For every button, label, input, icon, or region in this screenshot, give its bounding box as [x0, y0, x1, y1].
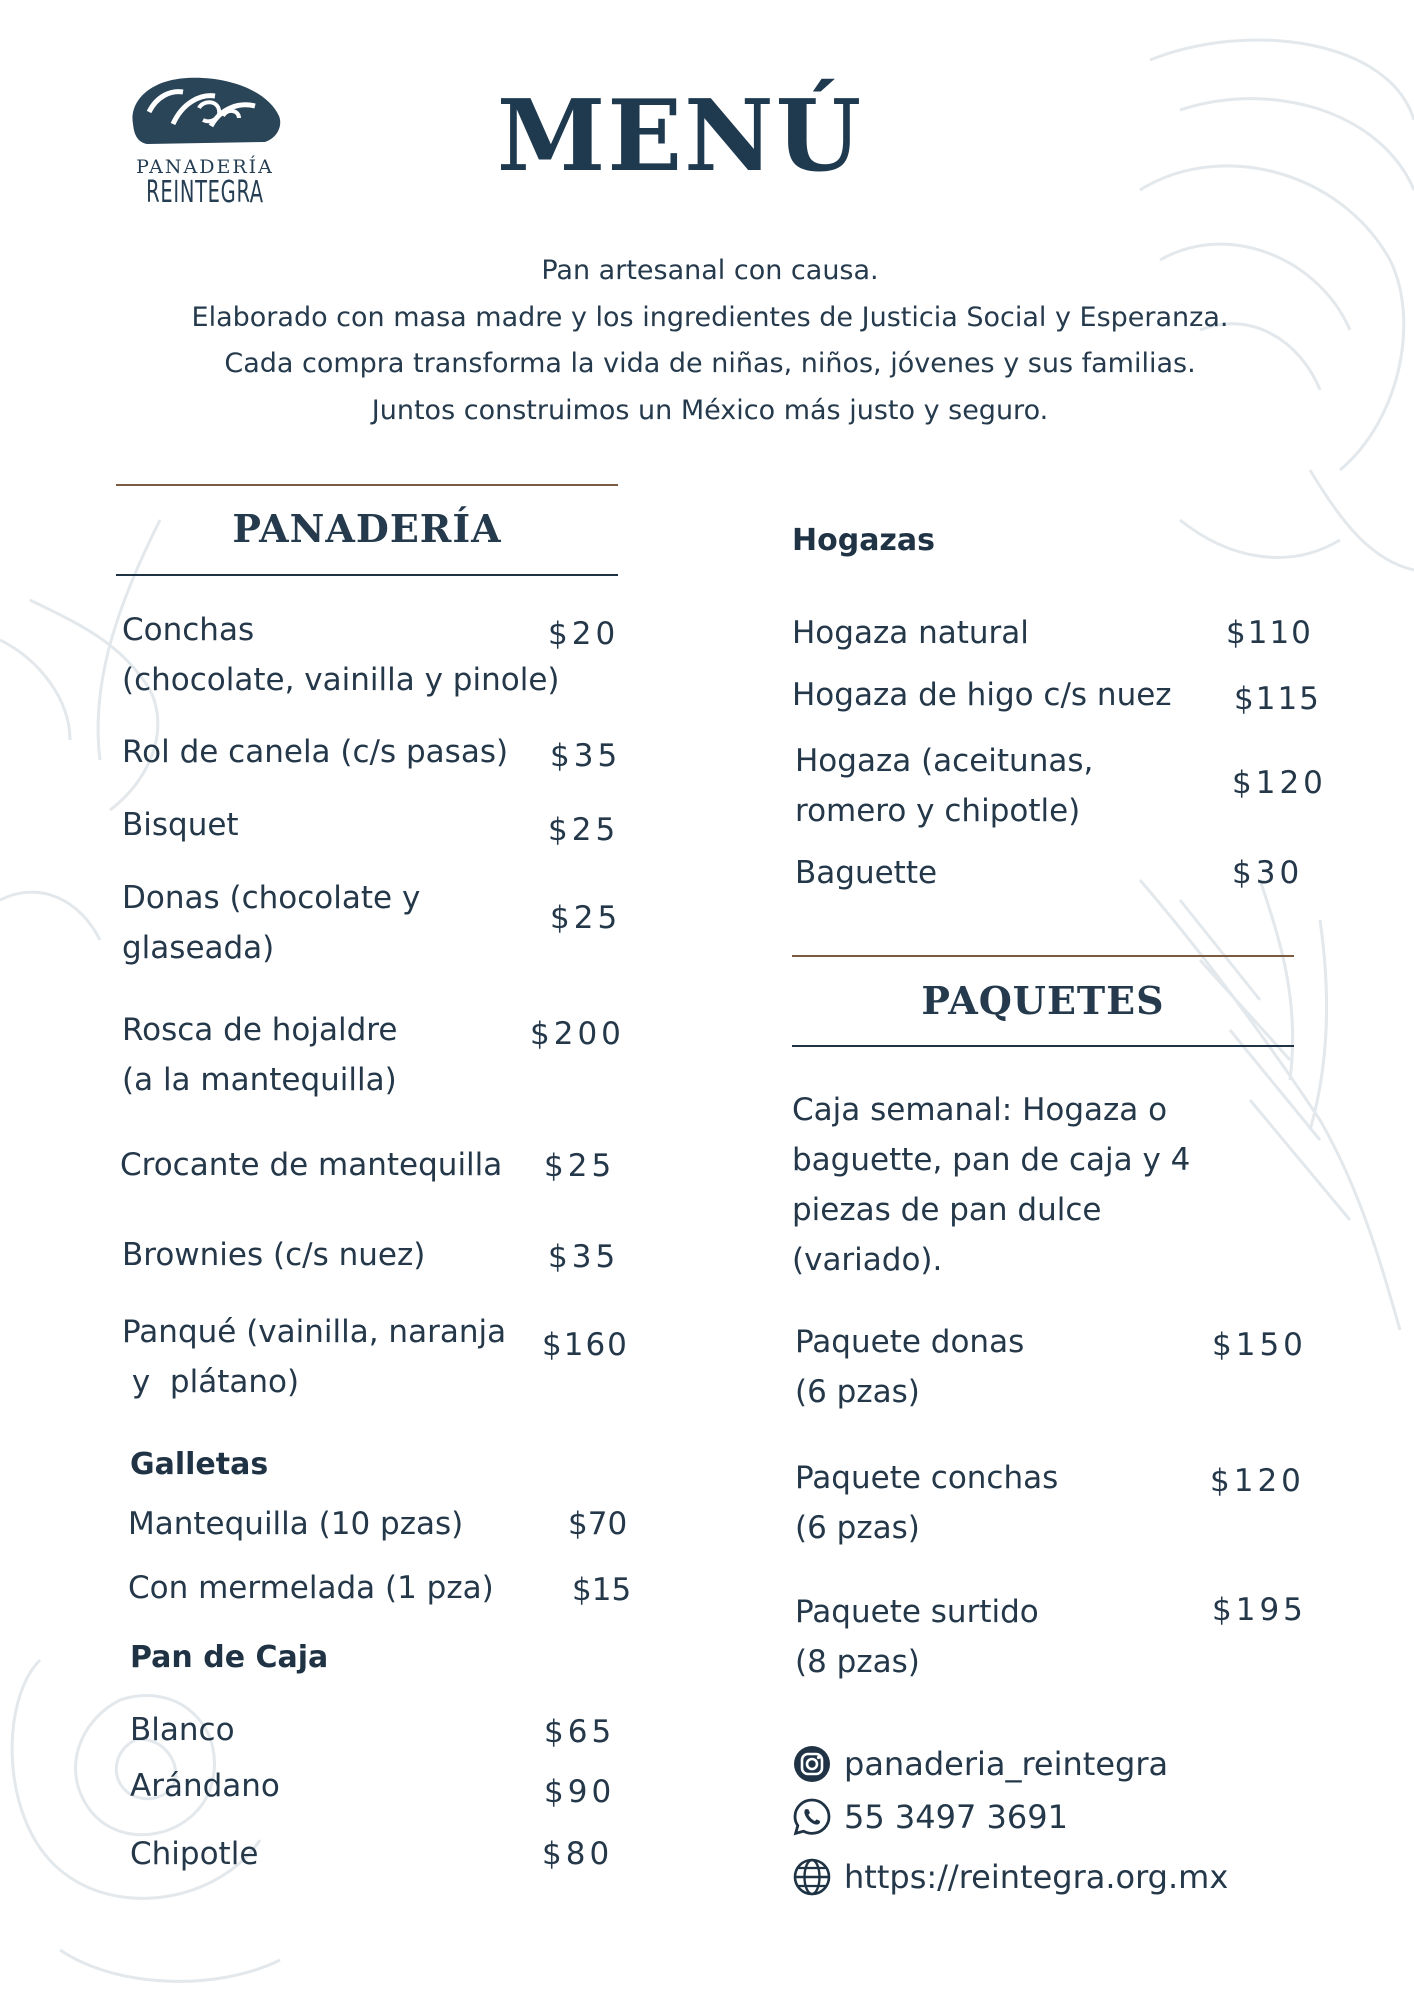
instagram-icon	[792, 1744, 832, 1784]
menu-item-name: Mantequilla (10 pzas)	[128, 1506, 464, 1542]
menu-item-name	[122, 1005, 397, 1105]
item-line: (8 pzas)	[795, 1644, 920, 1680]
menu-item-name: Bisquet	[122, 807, 239, 843]
description-line: baguette, pan de caja y 4	[792, 1142, 1191, 1178]
item-line: Paquete surtido	[795, 1594, 1039, 1630]
menu-item-name: Con mermelada (1 pza)	[128, 1570, 494, 1606]
menu-item-name	[122, 605, 559, 705]
item-line: Donas (chocolate y	[122, 880, 421, 916]
menu-item-name: Chipotle	[130, 1836, 259, 1872]
menu-item-price: $35	[550, 738, 622, 774]
description-line: (variado).	[792, 1242, 943, 1278]
menu-item-name	[795, 1317, 1024, 1417]
menu-item-price: $115	[1234, 681, 1321, 717]
section-title-panaderia: PANADERÍA	[232, 506, 502, 551]
menu-item-name: Arándano	[130, 1768, 280, 1804]
contact-instagram[interactable]	[792, 1744, 1168, 1784]
menu-item-name: Crocante de mantequilla	[120, 1147, 503, 1183]
brand-logo	[120, 72, 290, 232]
item-line: (6 pzas)	[795, 1510, 920, 1546]
bread-icon	[127, 72, 283, 152]
brand-name-line1: PANADERÍA	[136, 156, 274, 178]
menu-item-price: $15	[572, 1572, 632, 1608]
description-line: Caja semanal: Hogaza o	[792, 1092, 1168, 1128]
menu-item-name: Blanco	[130, 1712, 235, 1748]
divider	[116, 484, 618, 486]
menu-item-name	[122, 1307, 506, 1407]
menu-item-price: $30	[1232, 855, 1304, 891]
divider	[792, 955, 1294, 957]
item-line: Panqué (vainilla, naranja	[122, 1314, 507, 1350]
menu-item-price: $120	[1210, 1463, 1305, 1499]
menu-item-name	[795, 1453, 1058, 1553]
menu-item-price: $25	[548, 812, 620, 848]
menu-item-price: $110	[1226, 615, 1313, 651]
whatsapp-icon	[792, 1797, 832, 1837]
divider	[792, 1045, 1294, 1047]
intro-line: Elaborado con masa madre y los ingredientes de Justicia Social y Esperanza.	[191, 301, 1229, 333]
item-line: (6 pzas)	[795, 1374, 920, 1410]
contact-phone[interactable]	[792, 1797, 1068, 1837]
intro-text	[100, 248, 1320, 434]
menu-item-name: Rol de canela (c/s pasas)	[122, 734, 509, 770]
item-line: Conchas	[122, 612, 255, 648]
subsection-title-hogazas: Hogazas	[792, 523, 935, 558]
instagram-handle: panaderia_reintegra	[844, 1745, 1169, 1783]
menu-item-name: Brownies (c/s nuez)	[122, 1237, 426, 1273]
menu-item-name	[795, 736, 1093, 836]
item-line: (a la mantequilla)	[122, 1062, 397, 1098]
website-url: https://reintegra.org.mx	[844, 1858, 1229, 1896]
item-line: Paquete donas	[795, 1324, 1025, 1360]
menu-item-price: $160	[542, 1327, 629, 1363]
item-line: y plátano)	[122, 1364, 300, 1400]
description-line: piezas de pan dulce	[792, 1192, 1102, 1228]
menu-item-price: $35	[548, 1239, 620, 1275]
menu-item-price: $20	[548, 616, 620, 652]
menu-item-price: $70	[568, 1506, 628, 1542]
menu-item-name: Hogaza natural	[792, 615, 1029, 651]
section-title-paquetes: PAQUETES	[921, 978, 1165, 1023]
menu-item-price: $90	[544, 1774, 616, 1810]
menu-item-name	[795, 1587, 1039, 1687]
item-line: Rosca de hojaldre	[122, 1012, 398, 1048]
item-line: romero y chipotle)	[795, 793, 1081, 829]
menu-item-name: Hogaza de higo c/s nuez	[792, 677, 1172, 713]
menu-item-price: $195	[1212, 1592, 1307, 1628]
subsection-title-galletas: Galletas	[130, 1447, 269, 1482]
item-line: Hogaza (aceitunas,	[795, 743, 1094, 779]
menu-item-price: $65	[544, 1714, 616, 1750]
item-line: (chocolate, vainilla y pinole)	[122, 662, 560, 698]
globe-icon	[792, 1857, 832, 1897]
intro-line: Juntos construimos un México más justo y seguro.	[371, 394, 1049, 426]
menu-item-price: $150	[1212, 1327, 1307, 1363]
menu-item-price: $120	[1232, 765, 1327, 801]
brand-name-line2: REINTEGRA	[146, 175, 264, 210]
intro-line: Pan artesanal con causa.	[541, 255, 879, 286]
phone-number: 55 3497 3691	[844, 1798, 1068, 1836]
item-line: Paquete conchas	[795, 1460, 1059, 1496]
menu-item-price: $25	[544, 1148, 616, 1184]
page-title: MENÚ	[496, 79, 864, 194]
subsection-title-pan-de-caja: Pan de Caja	[130, 1640, 329, 1675]
intro-line: Cada compra transforma la vida de niñas, niños, jóvenes y sus familias.	[224, 348, 1196, 379]
menu-item-name	[122, 873, 420, 973]
item-line: glaseada)	[122, 930, 275, 966]
menu-item-price: $80	[542, 1836, 614, 1872]
paquetes-description	[792, 1085, 1190, 1285]
menu-item-price: $25	[550, 900, 622, 936]
menu-item-price: $200	[530, 1016, 625, 1052]
contact-website[interactable]	[792, 1857, 1228, 1897]
divider	[116, 574, 618, 576]
menu-item-name: Baguette	[795, 855, 938, 891]
